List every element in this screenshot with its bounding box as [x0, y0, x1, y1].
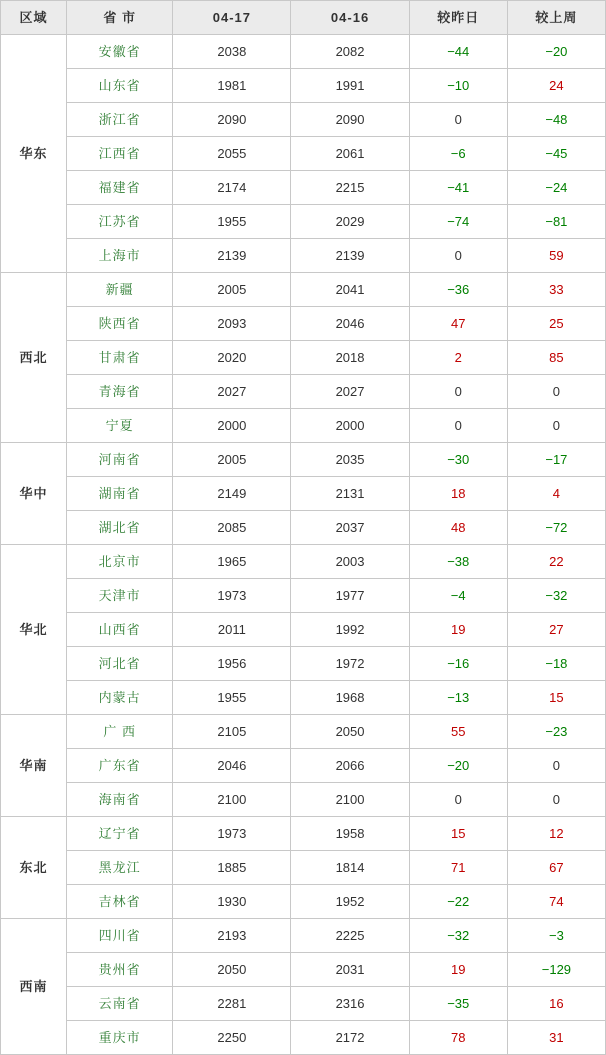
header-change-vs-last-week: 较上周: [507, 1, 605, 35]
change-lastweek-cell: 0: [507, 409, 605, 443]
change-lastweek-cell: −32: [507, 579, 605, 613]
table-row: [1, 919, 606, 953]
province-cell: 江苏省: [67, 205, 173, 239]
price-current-cell: 2055: [173, 137, 291, 171]
table-row: [1, 171, 606, 205]
price-previous-cell: 1814: [291, 851, 409, 885]
price-current-cell: 1930: [173, 885, 291, 919]
change-yesterday-cell: 2: [409, 341, 507, 375]
price-current-cell: 2100: [173, 783, 291, 817]
change-lastweek-cell: 22: [507, 545, 605, 579]
change-lastweek-cell: −129: [507, 953, 605, 987]
region-cell: 西北: [1, 273, 67, 443]
price-previous-cell: 2215: [291, 171, 409, 205]
price-current-cell: 2139: [173, 239, 291, 273]
province-cell: 宁夏: [67, 409, 173, 443]
price-current-cell: 1973: [173, 817, 291, 851]
change-yesterday-cell: −38: [409, 545, 507, 579]
province-cell: 河北省: [67, 647, 173, 681]
table-row: [1, 69, 606, 103]
change-yesterday-cell: 47: [409, 307, 507, 341]
province-cell: 新疆: [67, 273, 173, 307]
table-row: [1, 783, 606, 817]
change-yesterday-cell: 19: [409, 613, 507, 647]
change-lastweek-cell: −17: [507, 443, 605, 477]
table-body: [1, 35, 606, 1055]
change-lastweek-cell: 67: [507, 851, 605, 885]
table-row: [1, 885, 606, 919]
table-row: [1, 647, 606, 681]
province-cell: 浙江省: [67, 103, 173, 137]
change-lastweek-cell: 74: [507, 885, 605, 919]
change-yesterday-cell: −22: [409, 885, 507, 919]
table-row: [1, 137, 606, 171]
table-row: [1, 307, 606, 341]
table-row: [1, 35, 606, 69]
price-previous-cell: 1952: [291, 885, 409, 919]
change-yesterday-cell: 0: [409, 783, 507, 817]
region-cell: 华南: [1, 715, 67, 817]
price-current-cell: 1973: [173, 579, 291, 613]
price-previous-cell: 1991: [291, 69, 409, 103]
price-previous-cell: 2035: [291, 443, 409, 477]
change-lastweek-cell: −72: [507, 511, 605, 545]
province-cell: 内蒙古: [67, 681, 173, 715]
change-yesterday-cell: −4: [409, 579, 507, 613]
table-row: [1, 851, 606, 885]
price-current-cell: 2174: [173, 171, 291, 205]
change-lastweek-cell: −23: [507, 715, 605, 749]
table-row: [1, 205, 606, 239]
price-current-cell: 2090: [173, 103, 291, 137]
region-cell: 西南: [1, 919, 67, 1055]
change-yesterday-cell: −20: [409, 749, 507, 783]
price-previous-cell: 2041: [291, 273, 409, 307]
change-lastweek-cell: 0: [507, 749, 605, 783]
province-cell: 吉林省: [67, 885, 173, 919]
price-current-cell: 2149: [173, 477, 291, 511]
change-lastweek-cell: 24: [507, 69, 605, 103]
price-previous-cell: 2090: [291, 103, 409, 137]
price-previous-cell: 2050: [291, 715, 409, 749]
price-current-cell: 1955: [173, 681, 291, 715]
change-lastweek-cell: −18: [507, 647, 605, 681]
change-yesterday-cell: −10: [409, 69, 507, 103]
price-previous-cell: 2131: [291, 477, 409, 511]
change-yesterday-cell: 19: [409, 953, 507, 987]
province-cell: 福建省: [67, 171, 173, 205]
region-cell: 华东: [1, 35, 67, 273]
table-row: [1, 341, 606, 375]
change-yesterday-cell: −74: [409, 205, 507, 239]
price-current-cell: 2011: [173, 613, 291, 647]
change-yesterday-cell: −44: [409, 35, 507, 69]
price-current-cell: 2281: [173, 987, 291, 1021]
table-row: [1, 477, 606, 511]
province-cell: 海南省: [67, 783, 173, 817]
change-yesterday-cell: −16: [409, 647, 507, 681]
change-lastweek-cell: −20: [507, 35, 605, 69]
province-cell: 安徽省: [67, 35, 173, 69]
province-cell: 山西省: [67, 613, 173, 647]
table-row: [1, 681, 606, 715]
table-header: [1, 1, 606, 35]
region-cell: 华中: [1, 443, 67, 545]
change-lastweek-cell: 27: [507, 613, 605, 647]
table-row: [1, 273, 606, 307]
change-yesterday-cell: −36: [409, 273, 507, 307]
price-previous-cell: 2100: [291, 783, 409, 817]
change-lastweek-cell: 25: [507, 307, 605, 341]
price-current-cell: 2027: [173, 375, 291, 409]
price-current-cell: 2020: [173, 341, 291, 375]
province-cell: 重庆市: [67, 1021, 173, 1055]
province-cell: 黑龙江: [67, 851, 173, 885]
table-row: [1, 409, 606, 443]
change-lastweek-cell: 0: [507, 375, 605, 409]
change-yesterday-cell: −6: [409, 137, 507, 171]
price-current-cell: 2093: [173, 307, 291, 341]
price-previous-cell: 1992: [291, 613, 409, 647]
price-previous-cell: 2225: [291, 919, 409, 953]
change-yesterday-cell: 0: [409, 375, 507, 409]
header-date-previous: 04-16: [291, 1, 409, 35]
change-lastweek-cell: 16: [507, 987, 605, 1021]
change-lastweek-cell: −48: [507, 103, 605, 137]
change-yesterday-cell: −35: [409, 987, 507, 1021]
price-previous-cell: 1972: [291, 647, 409, 681]
province-cell: 湖北省: [67, 511, 173, 545]
price-previous-cell: 2000: [291, 409, 409, 443]
price-previous-cell: 2082: [291, 35, 409, 69]
change-yesterday-cell: 48: [409, 511, 507, 545]
table-row: [1, 443, 606, 477]
change-lastweek-cell: 31: [507, 1021, 605, 1055]
price-previous-cell: 1968: [291, 681, 409, 715]
price-previous-cell: 2046: [291, 307, 409, 341]
change-yesterday-cell: 55: [409, 715, 507, 749]
price-previous-cell: 1977: [291, 579, 409, 613]
price-current-cell: 1956: [173, 647, 291, 681]
price-current-cell: 2085: [173, 511, 291, 545]
province-cell: 天津市: [67, 579, 173, 613]
change-yesterday-cell: −30: [409, 443, 507, 477]
province-cell: 山东省: [67, 69, 173, 103]
header-date-current: 04-17: [173, 1, 291, 35]
price-previous-cell: 2066: [291, 749, 409, 783]
header-row: [1, 1, 606, 35]
price-current-cell: 1955: [173, 205, 291, 239]
table-row: [1, 1021, 606, 1055]
change-lastweek-cell: −24: [507, 171, 605, 205]
province-cell: 辽宁省: [67, 817, 173, 851]
table-row: [1, 579, 606, 613]
price-previous-cell: 2172: [291, 1021, 409, 1055]
price-current-cell: 2193: [173, 919, 291, 953]
price-previous-cell: 2037: [291, 511, 409, 545]
price-current-cell: 2050: [173, 953, 291, 987]
province-cell: 青海省: [67, 375, 173, 409]
change-yesterday-cell: 15: [409, 817, 507, 851]
change-lastweek-cell: 85: [507, 341, 605, 375]
change-yesterday-cell: 71: [409, 851, 507, 885]
table-row: [1, 511, 606, 545]
price-previous-cell: 2029: [291, 205, 409, 239]
region-cell: 华北: [1, 545, 67, 715]
change-lastweek-cell: −45: [507, 137, 605, 171]
price-previous-cell: 2031: [291, 953, 409, 987]
change-lastweek-cell: 12: [507, 817, 605, 851]
province-cell: 甘肃省: [67, 341, 173, 375]
province-cell: 贵州省: [67, 953, 173, 987]
province-cell: 陕西省: [67, 307, 173, 341]
price-previous-cell: 2003: [291, 545, 409, 579]
table-row: [1, 545, 606, 579]
province-cell: 湖南省: [67, 477, 173, 511]
header-province-city: 省 市: [67, 1, 173, 35]
change-yesterday-cell: 18: [409, 477, 507, 511]
change-lastweek-cell: 33: [507, 273, 605, 307]
price-previous-cell: 2061: [291, 137, 409, 171]
table-row: [1, 817, 606, 851]
change-yesterday-cell: −41: [409, 171, 507, 205]
province-cell: 广东省: [67, 749, 173, 783]
change-yesterday-cell: 0: [409, 103, 507, 137]
change-yesterday-cell: −13: [409, 681, 507, 715]
table-row: [1, 987, 606, 1021]
province-cell: 河南省: [67, 443, 173, 477]
price-previous-cell: 2316: [291, 987, 409, 1021]
province-cell: 江西省: [67, 137, 173, 171]
table-row: [1, 715, 606, 749]
table-row: [1, 103, 606, 137]
change-lastweek-cell: 59: [507, 239, 605, 273]
price-current-cell: 2000: [173, 409, 291, 443]
price-current-cell: 1981: [173, 69, 291, 103]
table-row: [1, 953, 606, 987]
province-cell: 北京市: [67, 545, 173, 579]
change-lastweek-cell: 0: [507, 783, 605, 817]
price-previous-cell: 2027: [291, 375, 409, 409]
change-lastweek-cell: −81: [507, 205, 605, 239]
price-previous-cell: 2139: [291, 239, 409, 273]
province-cell: 广 西: [67, 715, 173, 749]
table-row: [1, 749, 606, 783]
table-row: [1, 239, 606, 273]
change-yesterday-cell: 0: [409, 409, 507, 443]
table-row: [1, 375, 606, 409]
table-row: [1, 613, 606, 647]
price-current-cell: 2105: [173, 715, 291, 749]
price-current-cell: 2005: [173, 443, 291, 477]
price-current-cell: 2250: [173, 1021, 291, 1055]
region-cell: 东北: [1, 817, 67, 919]
change-yesterday-cell: 0: [409, 239, 507, 273]
province-cell: 四川省: [67, 919, 173, 953]
province-cell: 上海市: [67, 239, 173, 273]
change-yesterday-cell: −32: [409, 919, 507, 953]
header-change-vs-yesterday: 较昨日: [409, 1, 507, 35]
price-previous-cell: 1958: [291, 817, 409, 851]
price-current-cell: 2038: [173, 35, 291, 69]
change-lastweek-cell: −3: [507, 919, 605, 953]
header-region: 区域: [1, 1, 67, 35]
province-cell: 云南省: [67, 987, 173, 1021]
price-previous-cell: 2018: [291, 341, 409, 375]
price-current-cell: 2046: [173, 749, 291, 783]
price-current-cell: 1965: [173, 545, 291, 579]
change-yesterday-cell: 78: [409, 1021, 507, 1055]
price-current-cell: 1885: [173, 851, 291, 885]
change-lastweek-cell: 15: [507, 681, 605, 715]
change-lastweek-cell: 4: [507, 477, 605, 511]
price-current-cell: 2005: [173, 273, 291, 307]
